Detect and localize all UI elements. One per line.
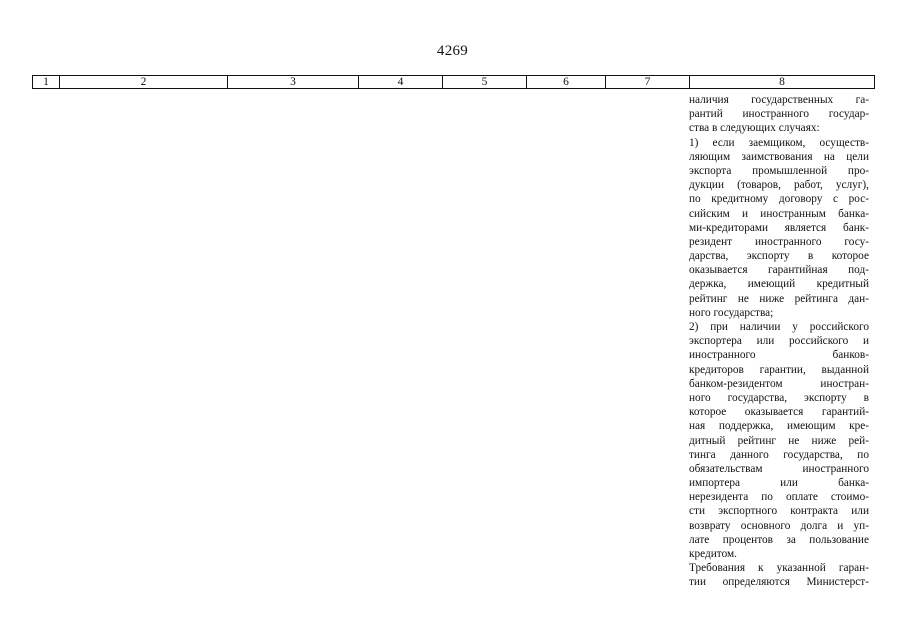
text-line: ства в следующих случаях: bbox=[689, 122, 820, 135]
text-line: возврату основного долга и уп- bbox=[689, 519, 869, 532]
text-line: Требования к указанной гаран- bbox=[689, 562, 869, 575]
table-header-cell-5: 5 bbox=[443, 76, 527, 88]
table-header-row bbox=[32, 75, 875, 89]
text-line: дитный рейтинг не ниже рей- bbox=[689, 434, 869, 447]
text-line: экспорта промышленной про- bbox=[689, 164, 869, 177]
text-line: ного государства; bbox=[689, 306, 774, 319]
table-header-cell-8: 8 bbox=[779, 76, 785, 88]
table-header-cell-3: 3 bbox=[228, 76, 359, 88]
column-8-text bbox=[689, 93, 869, 590]
text-line: которое оказывается гарантий- bbox=[689, 406, 869, 419]
text-line: банком-резидентом иностран- bbox=[689, 377, 869, 390]
text-line: по кредитному договору с рос- bbox=[689, 193, 869, 206]
text-line: импортера или банка- bbox=[689, 477, 869, 490]
text-line: дукции (товаров, работ, услуг), bbox=[689, 179, 869, 192]
text-line: иностранного банков- bbox=[689, 349, 869, 362]
text-line: резидент иностранного госу- bbox=[689, 235, 869, 248]
text-line: 2) при наличии у российского bbox=[689, 321, 869, 333]
text-line: тии определяются Министерст- bbox=[689, 576, 869, 589]
text-line: 1) если заемщиком, осуществ- bbox=[689, 136, 869, 149]
text-line: ми-кредиторами является банк- bbox=[689, 221, 869, 234]
page-number: 4269 bbox=[436, 43, 469, 59]
text-line: ного государства, экспорту в bbox=[689, 391, 869, 404]
text-line: ная поддержка, имеющим кре- bbox=[689, 420, 869, 433]
text-line: наличия государственных га- bbox=[689, 94, 869, 106]
text-line: оказывается гарантийная под- bbox=[689, 264, 869, 277]
text-line: экспортера или российского и bbox=[689, 335, 869, 348]
text-line: сийским и иностранным банка- bbox=[689, 207, 869, 220]
table-header-cell-6: 6 bbox=[527, 76, 606, 88]
table-header-cell-7: 7 bbox=[606, 76, 690, 88]
text-line: ляющим заимствования на цели bbox=[689, 150, 869, 163]
text-line: кредитом. bbox=[689, 548, 737, 560]
text-line: рантий иностранного государ- bbox=[689, 108, 869, 121]
table-header-cell-4: 4 bbox=[359, 76, 443, 88]
table-header-cell-1: 1 bbox=[33, 76, 60, 88]
text-line: нерезидента по оплате стоимо- bbox=[689, 491, 869, 504]
table-header-cell-2: 2 bbox=[60, 76, 228, 88]
text-line: дарства, экспорту в которое bbox=[689, 250, 869, 263]
text-line: обязательствам иностранного bbox=[689, 462, 869, 475]
text-line: рейтинг не ниже рейтинга дан- bbox=[689, 292, 869, 305]
text-line: держка, имеющий кредитный bbox=[689, 278, 869, 291]
text-line: лате процентов за пользование bbox=[689, 533, 869, 546]
text-line: сти экспортного контракта или bbox=[689, 505, 869, 518]
text-line: тинга данного государства, по bbox=[689, 448, 869, 461]
text-line: кредиторов гарантии, выданной bbox=[689, 363, 869, 376]
